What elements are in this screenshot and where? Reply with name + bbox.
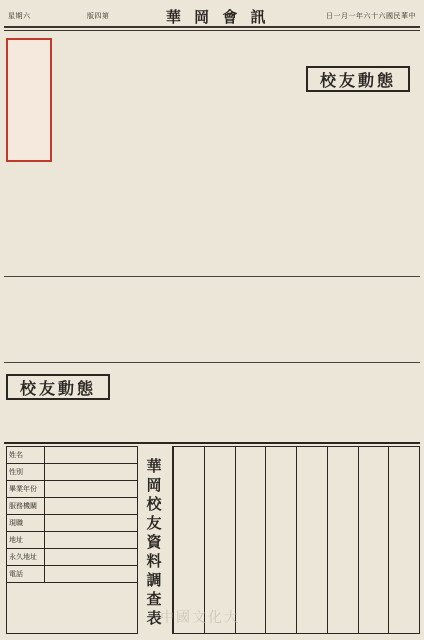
masthead-title: 華 岡 會 訊 (165, 7, 270, 26)
form-row (7, 481, 137, 498)
masthead-rule (4, 30, 420, 31)
article-middle-band (6, 280, 420, 358)
address-column (358, 447, 389, 633)
section-divider (4, 276, 420, 277)
form-label: 性別 (9, 464, 45, 480)
masthead-date: 日一月一年六十六國民華中 (325, 12, 416, 20)
article-top-right-upper (262, 34, 304, 94)
subscription-notice-box (6, 38, 52, 162)
article-left-narrow (6, 166, 54, 272)
form-row (7, 498, 137, 515)
form-label: 現職 (9, 515, 45, 531)
form-label: 畢業年份 (9, 481, 45, 497)
form-row (7, 566, 137, 583)
masthead-page-number: 版四第 (86, 12, 110, 20)
masthead (4, 6, 420, 28)
survey-form-fields (6, 446, 138, 634)
address-column (388, 447, 419, 633)
form-note (7, 589, 137, 595)
section-header-alumni-news-top: 校友動態 (306, 66, 410, 92)
form-row (7, 464, 137, 481)
masthead-weekday: 星期六 (8, 12, 31, 20)
article-lower-right (172, 366, 420, 438)
survey-form-title: 華岡校友資料調查表 (144, 457, 163, 629)
address-column (296, 447, 327, 633)
form-label: 地址 (9, 532, 45, 548)
form-row (7, 515, 137, 532)
form-row (7, 532, 137, 549)
form-label: 永久地址 (9, 549, 45, 565)
archive-watermark: 中國文化大 (160, 610, 240, 626)
form-label: 電話 (9, 566, 45, 582)
address-column (327, 447, 358, 633)
section-divider (4, 362, 420, 363)
address-column (265, 447, 296, 633)
form-label: 姓名 (9, 447, 45, 463)
article-top-left (56, 34, 258, 272)
section-header-alumni-news-middle: 校友動態 (6, 374, 110, 400)
form-label: 服務機關 (9, 498, 45, 514)
form-row (7, 549, 137, 566)
article-top-right (262, 96, 420, 272)
form-row (7, 447, 137, 464)
